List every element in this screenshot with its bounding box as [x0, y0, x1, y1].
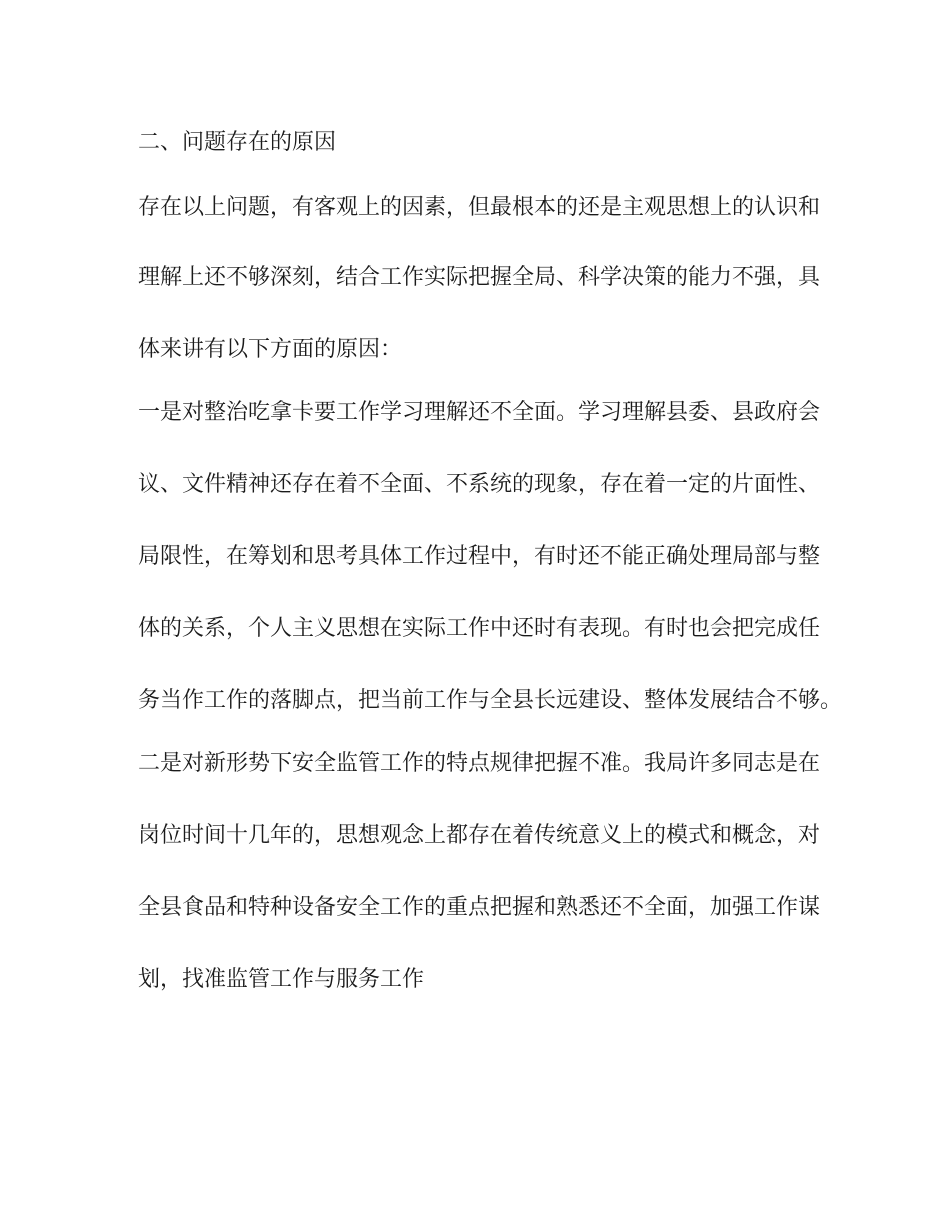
text-line: 二是对新形势下安全监管工作的特点规律把握不准。我局许多同志是在	[138, 751, 821, 776]
text-line: 体的关系，个人主义思想在实际工作中还时有表现。有时也会把完成任	[138, 616, 821, 641]
text-line: 岗位时间十几年的，思想观念上都存在着传统意义上的模式和概念，对	[138, 823, 821, 848]
text-line: 局限性，在筹划和思考具体工作过程中，有时还不能正确处理局部与整	[138, 544, 821, 569]
text-line: 务当作工作的落脚点，把当前工作与全县长远建设、整体发展结合不够。	[138, 688, 843, 713]
section-heading: 二、问题存在的原因	[138, 130, 337, 155]
text-line: 全县食品和特种设备安全工作的重点把握和熟悉还不全面，加强工作谋	[138, 895, 821, 920]
text-line: 体来讲有以下方面的原因：	[138, 337, 403, 362]
text-line: 议、文件精神还存在着不全面、不系统的现象，存在着一定的片面性、	[138, 472, 821, 497]
text-line: 理解上还不够深刻，结合工作实际把握全局、科学决策的能力不强，具	[138, 265, 821, 290]
text-line: 存在以上问题，有客观上的因素，但最根本的还是主观思想上的认识和	[138, 195, 821, 220]
text-line: 一是对整治吃拿卡要工作学习理解还不全面。学习理解县委、县政府会	[138, 400, 821, 425]
text-line: 划，找准监管工作与服务工作	[138, 967, 425, 992]
